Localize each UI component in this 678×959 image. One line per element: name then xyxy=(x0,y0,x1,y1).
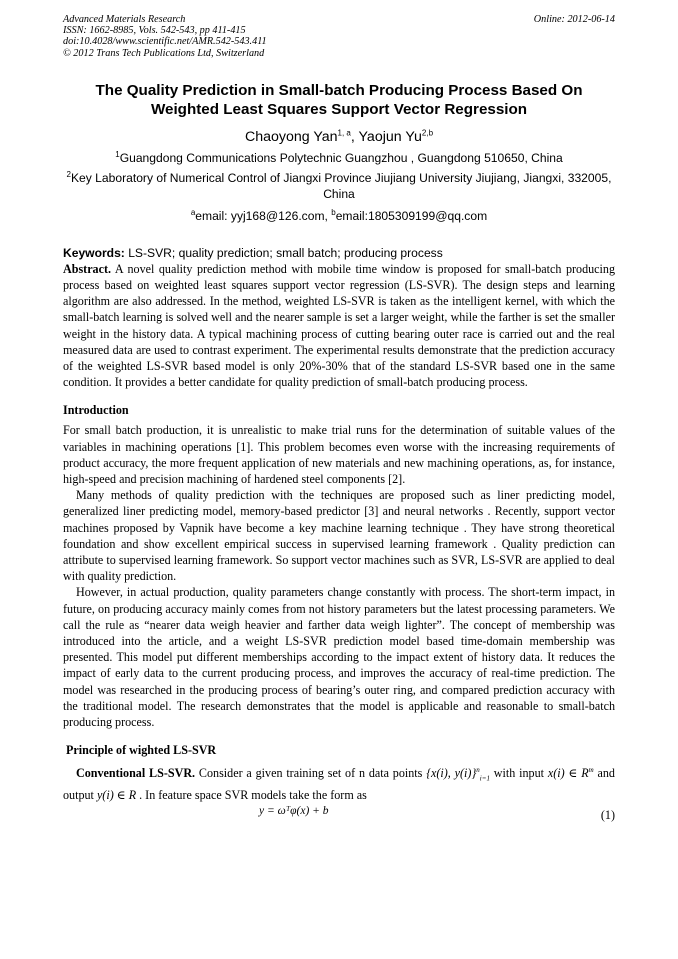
training-set-sup: n xyxy=(476,766,480,775)
introduction-paragraph-3: However, in actual production, quality parameters change constantly with process. The short-term impact, in future, on producing accuracy mainly comes from not history parameters but the latest processing parameters. We call the rule as “nearer data weigh heavier and farther data weigh lighter”. The concept of membership was introduced into the article, and a weight LS-SVR prediction model based time-domain membership was presented. This model put different memberships according to the impact extent of history data. It reduces the impact of early data to the current producing process, and improves the accuracy of real-time prediction. The model was researched in the producing process of bearing’s outer ring, and compared prediction accuracy with the traditional model. The research demonstrates that the model is applicable and reasonable to small-batch producing process. xyxy=(63,585,615,730)
conventional-lssvr-label: Conventional LS-SVR. xyxy=(76,766,196,781)
author-separator: , xyxy=(350,128,359,145)
email-b: email:1805309199@qq.com xyxy=(335,208,488,223)
email-b-superscript: b xyxy=(331,207,336,217)
training-set-sub: i=1 xyxy=(479,774,490,783)
author-2-superscript: 2,b xyxy=(421,128,434,138)
doi: doi:10.4028/www.scientific.net/AMR.542-543.411 xyxy=(63,36,267,48)
email-a-superscript: a xyxy=(190,207,196,217)
journal-info xyxy=(63,14,615,59)
paper-title: The Quality Prediction in Small-batch Producing Process Based On Weighted Least Squares Support Vector Regression xyxy=(95,81,583,118)
author-list xyxy=(63,128,615,146)
affiliation-1-text: Guangdong Communications Polytechnic Guangzhou , Guangdong 510650, China xyxy=(119,150,563,165)
keywords xyxy=(63,245,615,261)
equation-1-number: (1) xyxy=(600,808,615,823)
introduction-paragraph-1: For small batch production, it is unrealistic to make trial runs for the determination of suitable values of the variables in machining operations [1]. This problem becomes even worse with the increasing requirements of product accuracy, the more frequent application of new materials and new machining operations, as, for instance, high-speed and precision machining of hardened steel components [2]. xyxy=(63,423,615,487)
training-set-math xyxy=(426,766,490,783)
email-line xyxy=(63,208,615,224)
principle-text-1: Consider a given training set of n data points xyxy=(195,766,427,781)
keywords-text: LS-SVR; quality prediction; small batch; producing process xyxy=(124,245,443,260)
affiliation-2-text: Key Laboratory of Numerical Control of Jiangxi Province Jiujiang University Jiujiang, Jiangxi, 332005, China xyxy=(70,170,612,201)
paper-page xyxy=(63,14,615,825)
keywords-label: Keywords: xyxy=(63,245,125,260)
introduction-heading: Introduction xyxy=(63,403,129,418)
affiliation-2 xyxy=(63,170,615,202)
email-a: email: yyj168@126.com, xyxy=(195,208,332,223)
equation-1 xyxy=(63,805,615,825)
affiliation-2-superscript: 2 xyxy=(66,169,71,179)
input-x: x(i) ∈ R xyxy=(547,766,589,781)
input-math xyxy=(548,766,594,780)
principle-text-4: . In feature space SVR models take the form as xyxy=(136,787,367,802)
principle-text-2: with input xyxy=(489,766,544,781)
conventional-lssvr-paragraph xyxy=(63,762,615,803)
abstract xyxy=(63,261,615,391)
principle-text-3: and output xyxy=(63,766,615,802)
journal-name: Advanced Materials Research xyxy=(63,14,186,25)
abstract-label: Abstract. xyxy=(63,261,112,276)
online-date: Online: 2012-06-14 xyxy=(533,14,615,25)
introduction-paragraph-2: Many methods of quality prediction with the techniques are proposed such as liner predicting model, generalized liner predicting model, memory-based predictor [3] and neural networks . Recently, support vector machines proposed by Vapnik have become a key machine learning technique . They have strong theoretical foundation and show excellent empirical success in supervised learning framework . Quality prediction can attribute to supervised learning framework. So support vector machines such as SVR, LS-SVR are applied to deal with quality prediction. xyxy=(63,488,615,584)
output-y: y(i) ∈ R xyxy=(96,787,137,802)
training-set: {x(i), y(i)} xyxy=(426,766,477,781)
affiliation-1 xyxy=(63,150,615,166)
equation-1-expression: y = ωᵀφ(x) + b xyxy=(259,805,329,818)
input-x-sup: m xyxy=(588,766,594,775)
copyright: © 2012 Trans Tech Publications Ltd, Switzerland xyxy=(63,47,265,59)
abstract-text: A novel quality prediction method with mobile time window is proposed for small-batch producing process based on weighted least squares support vector regression (LS-SVR). The design steps and learning algorithm are also addressed. In the method, weighted LS-SVR is taken as the intelligent kernel, with which the small-batch learning is solved well and the nearer sample is set a larger weight, while the farther is set the smaller weight in the history data. A typical machining process of cutting bearing outer race is carried out and the real measured data are used to contrast experiment. The experimental results demonstrate that the prediction accuracy of the weighted LS-SVR based model is only 20%-30% that of the standard LS-SVR based one in the same condition. It provides a better candidate for quality prediction of small-batch producing process. xyxy=(63,261,615,390)
author-2: Yaojun Yu xyxy=(358,128,422,145)
affiliation-1-superscript: 1 xyxy=(115,149,120,159)
principle-heading: Principle of wighted LS-SVR xyxy=(66,743,217,758)
issn: ISSN: 1662-8985, Vols. 542-543, pp 411-415 xyxy=(63,25,246,37)
journal-header xyxy=(63,14,615,59)
author-1-superscript: 1, a xyxy=(337,128,351,138)
author-1: Chaoyong Yan xyxy=(244,128,338,145)
